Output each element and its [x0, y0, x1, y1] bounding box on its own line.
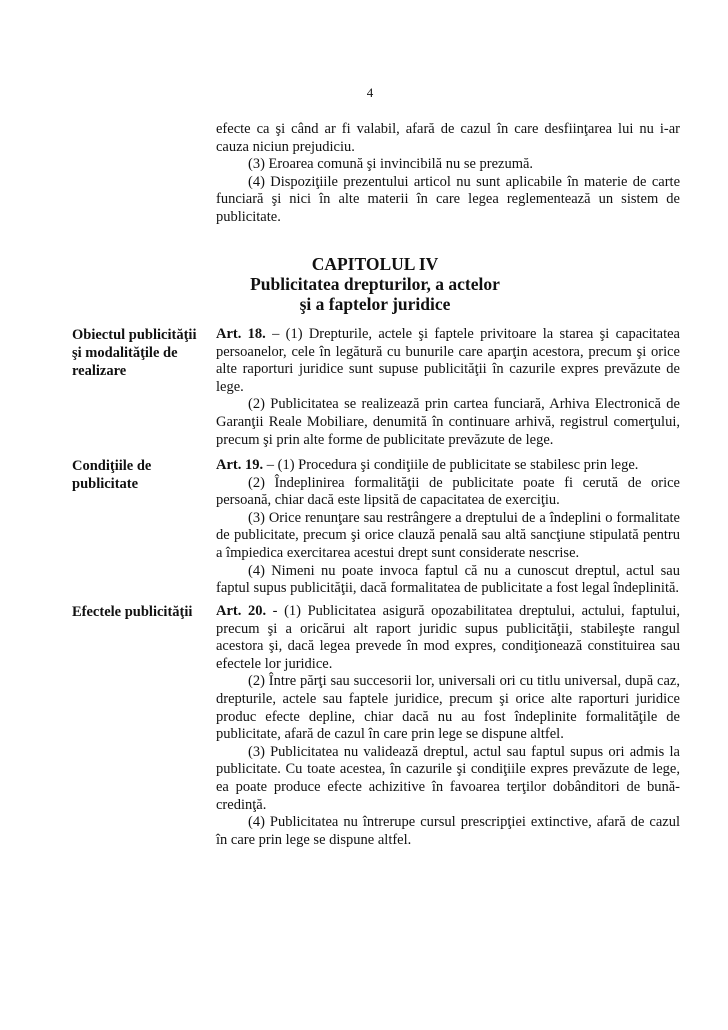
article-text: – (1) Drepturile, actele şi faptele privitoare la starea şi capacitatea persoanelor, cele în legătură cu bunurile care aparţin acestora, precum şi orice alte raporturi juridice sunt supuse publicităţii în cazurile expres prevăzute de lege.	[216, 326, 680, 395]
side-title-art-19: Condiţiile de publicitate	[72, 458, 152, 492]
article-paragraph: (2) Îndeplinirea formalităţii de publicitate poate fi cerută de orice persoană, chiar dacă este lipsită de capacitatea de exerciţiu.	[216, 474, 680, 509]
article-paragraph	[216, 326, 680, 396]
article-number: Art. 18.	[216, 326, 266, 342]
article-number: Art. 19.	[216, 457, 264, 473]
article-text: - (1) Publicitatea asigură opozabilitatea dreptului, actului, faptului, precum şi a oricărui alt raport juridic supus publicităţii, stabileşte rangul acestora şi, dacă legea prevede în mod expres, condiţionează constituirea sau efectele lor juridice.	[216, 603, 680, 672]
article-paragraph: (4) Publicitatea nu întrerupe cursul prescripţiei extinctive, afară de cazul în care prin lege se dispune altfel.	[216, 814, 680, 848]
article-number: Art. 20.	[216, 603, 267, 619]
chapter-heading: CAPITOLUL IV	[311, 254, 439, 274]
article-paragraph: (3) Orice renunţare sau restrângere a dreptului de a îndeplini o formalitate de publicitate, precum şi orice clauză penală sau altă sancţiune stipulată pentru a împiedica exercitarea acestui drept sunt considerate nescrise.	[216, 509, 680, 561]
intro-paragraph: efecte ca şi când ar fi valabil, afară de cazul în care desfiinţarea lui nu i-ar cauza niciun prejudiciu.	[216, 121, 680, 155]
article-19	[216, 457, 680, 598]
article-paragraph	[216, 457, 680, 475]
article-paragraph: (4) Nimeni nu poate invoca faptul că nu a cunoscut dreptul, actul sau faptul supus publicităţii, dacă formalitatea de publicitate a fost legal îndeplinită.	[216, 562, 680, 597]
chapter-title-line: şi a faptelor juridice	[299, 294, 451, 314]
article-paragraph: (2) Publicitatea se realizează prin cartea funciară, Arhiva Electronică de Garanţii Reale Mobiliare, denumită în continuare arhivă, registrul comerţului, precum şi prin alte forme de publicitate prevăzute de lege.	[216, 396, 680, 448]
chapter-title-line: Publicitatea drepturilor, a actelor	[250, 274, 500, 294]
article-20	[216, 603, 680, 849]
page-number: 4	[366, 85, 374, 100]
article-text: – (1) Procedura şi condiţiile de publicitate se stabilesc prin lege.	[263, 457, 639, 473]
article-paragraph: (2) Între părţi sau succesorii lor, universali ori cu titlu universal, după caz, drepturile, actele sau faptele juridice, precum şi orice alte raporturi juridice produc efecte depline, chiar dacă nu au fost îndeplinite formalităţile de publicitate, afară de cazul în care prin lege se dispune altfel.	[216, 673, 680, 743]
side-title-art-18: Obiectul publicităţii şi modalităţile de realizare	[72, 327, 197, 379]
intro-paragraph: (4) Dispoziţiile prezentului articol nu sunt aplicabile în materie de carte funciară şi nici în alte materii în care legea reglementează un sistem de publicitate.	[216, 173, 680, 225]
intro-paragraph: (3) Eroarea comună şi invincibilă nu se prezumă.	[248, 156, 534, 173]
side-title-art-20: Efectele publicităţii	[72, 604, 193, 620]
chapter-heading-block	[216, 254, 534, 314]
article-paragraph: (3) Publicitatea nu validează dreptul, actul sau faptul supus ori admis la publicitate. Cu toate acestea, în cazurile şi condiţiile expres prevăzute de lege, ea poate produce efecte achizitive în favoarea terţilor dobânditori de bună-credinţă.	[216, 743, 680, 813]
article-18	[216, 326, 680, 449]
article-paragraph	[216, 603, 680, 673]
intro-text	[216, 121, 680, 227]
